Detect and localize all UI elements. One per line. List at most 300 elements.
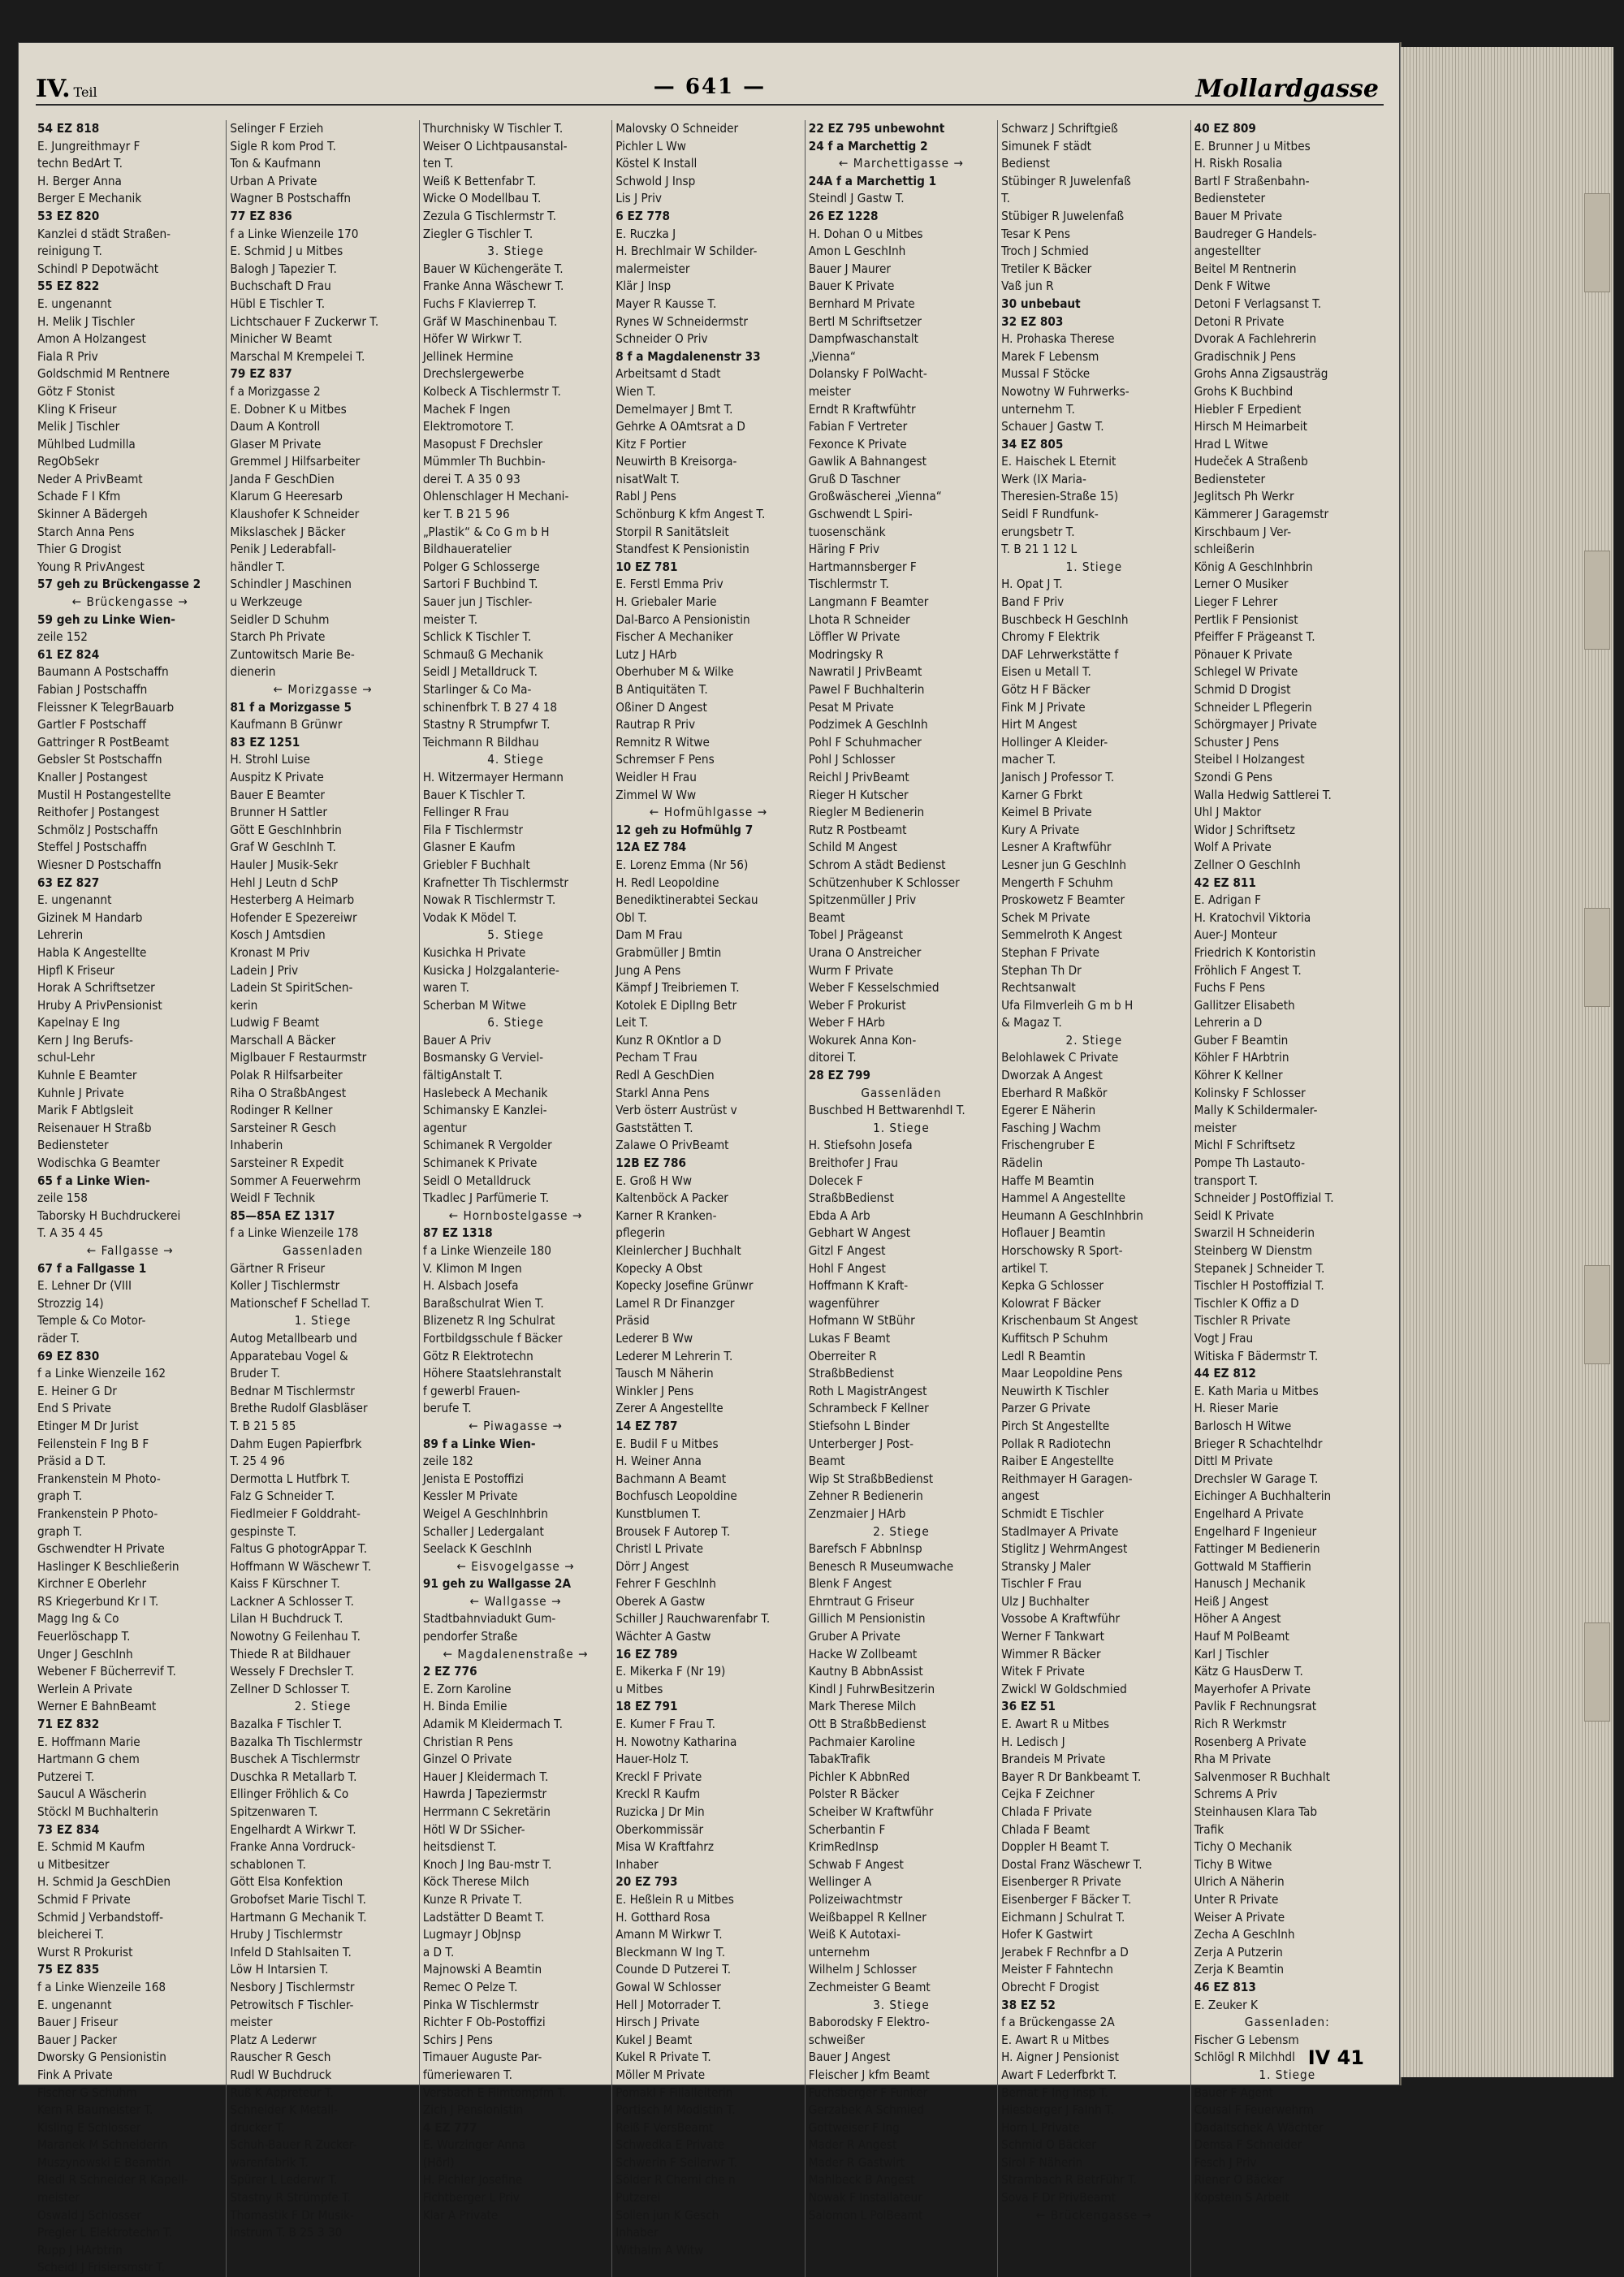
directory-entry: Hauler J Musik-Sekr <box>230 857 339 872</box>
directory-entry: Stiefsohn L Binder <box>808 1418 910 1433</box>
directory-entry: Marschal M Krempelei T. <box>230 348 365 364</box>
directory-entry: Schmid J Verbandstoff- <box>37 1909 164 1925</box>
directory-entry: Bauer K Private <box>808 279 895 294</box>
directory-entry: 22 EZ 795 unbewohnt <box>808 121 945 136</box>
directory-entry: Adamik M Kleidermach T. <box>422 1717 563 1732</box>
directory-entry: Spitzenwaren T. <box>230 1804 318 1819</box>
directory-entry: Seidl F Rundfunk- <box>1001 507 1099 522</box>
directory-entry: 73 EZ 834 <box>37 1821 100 1837</box>
directory-entry: Glasner E Kaufm <box>422 840 516 855</box>
directory-entry: Bartl F Straßenbahn- <box>1194 173 1310 188</box>
directory-entry: Grohs Anna Zigsausträg <box>1194 366 1328 382</box>
directory-entry: E. Heiner G Dr <box>37 1383 117 1398</box>
directory-entry: Ladein St SpiritSchen- <box>230 980 353 996</box>
directory-entry: Langmann F Beamter <box>808 594 929 610</box>
directory-entry: derei T. A 35 0 93 <box>422 471 520 486</box>
directory-entry: ← Hofmühlgasse → <box>649 805 768 820</box>
directory-entry: Dolecek F <box>808 1173 863 1188</box>
directory-entry: Schuster J Pens <box>1194 734 1280 750</box>
directory-entry: Ehrntraut G Friseur <box>808 1593 914 1609</box>
directory-entry: Modringsky R <box>808 646 883 662</box>
directory-entry: instrum T. B 25 3 30 <box>230 2225 343 2240</box>
directory-entry: Tesar K Pens <box>1001 226 1070 241</box>
directory-entry: Minicher W Beamt <box>230 331 332 347</box>
directory-entry: Habla K Angestellte <box>37 944 147 960</box>
directory-entry: Mationschef F Schellad T. <box>230 1295 370 1311</box>
directory-entry: Jeglitsch Ph Werkr <box>1194 489 1294 504</box>
directory-entry: Witiska F Bädermstr T. <box>1194 1348 1319 1363</box>
directory-entry: Kukel R Private T. <box>615 2050 711 2065</box>
directory-entry: Kusichka H Private <box>422 944 526 960</box>
directory-entry: Gremmel J Hilfsarbeiter <box>230 454 361 469</box>
directory-entry: H. Dohan O u Mitbes <box>808 226 923 241</box>
directory-entry: Bauer M Private <box>1194 208 1283 223</box>
directory-entry: Köhrer K Kellner <box>1194 1068 1283 1083</box>
directory-entry: ditorei T. <box>808 1050 857 1065</box>
directory-entry: warenfabrik T. <box>230 2154 309 2170</box>
directory-entry: Proskowetz F Beamter <box>1001 892 1125 908</box>
directory-entry: 2 EZ 776 <box>422 1664 477 1679</box>
directory-entry: Fasching J Wachm <box>1001 1120 1101 1135</box>
directory-entry: heitsdienst T. <box>422 1839 497 1855</box>
directory-entry: Mengerth F Schuhm <box>1001 875 1113 890</box>
directory-entry: 59 geh zu Linke Wien- <box>37 611 175 627</box>
directory-entry: H. Pichler Josefine <box>422 2172 523 2188</box>
directory-entry: Ginzel O Private <box>422 1752 512 1767</box>
directory-entry: Thier G Drogist <box>37 542 122 557</box>
directory-entry: meister <box>1194 1120 1237 1135</box>
directory-entry: f a Linke Wienzeile 162 <box>37 1366 166 1381</box>
directory-entry: waren T. <box>422 980 469 996</box>
directory-entry: Bedienst <box>1001 156 1050 171</box>
directory-entry: Pachmaier Karoline <box>808 1734 916 1749</box>
directory-entry: „Vienna“ <box>808 348 856 364</box>
column-4 <box>612 120 805 2277</box>
directory-entry: u Werkzeuge <box>230 594 303 610</box>
directory-entry: Zerer A Angestellte <box>615 1401 723 1416</box>
directory-entry: Gizinek M Handarb <box>37 910 143 925</box>
directory-entry: Mustil H Postangestellte <box>37 787 171 802</box>
directory-entry: schul-Lehr <box>37 1050 95 1065</box>
directory-entry: Stadlmayer A Private <box>1001 1523 1119 1539</box>
directory-entry: Doppler H Beamt T. <box>1001 1839 1110 1855</box>
directory-entry: Oberek A Gastw <box>615 1593 706 1609</box>
directory-entry: Urban A Private <box>230 173 317 188</box>
directory-entry: Kätz G HausDerw T. <box>1194 1664 1303 1679</box>
directory-entry: Uhl J Maktor <box>1194 805 1262 820</box>
directory-entry: Rautrap R Priv <box>615 717 696 732</box>
directory-entry: Neuwirth K Tischler <box>1001 1383 1109 1398</box>
directory-entry: angestellter <box>1194 244 1261 259</box>
directory-entry: meister <box>37 2190 80 2206</box>
directory-entry: Heiß J Angest <box>1194 1593 1268 1609</box>
directory-entry: Kolbeck A Tischlermstr T. <box>422 383 561 399</box>
directory-entry: Malovsky O Schneider <box>615 121 739 136</box>
directory-entry: Bauer J Angest <box>808 2050 891 2065</box>
directory-entry: Sarsteiner R Expedit <box>230 1156 344 1171</box>
directory-entry: Widor J Schriftsetz <box>1194 822 1296 837</box>
directory-entry: Hoflauer J Beamtin <box>1001 1225 1106 1241</box>
directory-entry: erungsbetr T. <box>1001 524 1075 539</box>
directory-entry: Grabmüller J Bmtin <box>615 944 722 960</box>
directory-entry: Salomon L PolBeamt <box>808 2207 923 2223</box>
volume-label: IV. Teil <box>36 75 97 103</box>
directory-entry: Gött Elsa Konfektion <box>230 1874 343 1890</box>
directory-entry: Wächter A Gastw <box>615 1629 711 1644</box>
directory-entry: Brethe Rudolf Glasbläser <box>230 1401 368 1416</box>
directory-entry: Jerabek F Rechnfbr a D <box>1001 1944 1129 1959</box>
directory-entry: Amon L GeschInh <box>808 244 906 259</box>
directory-entry: ← Marchettigasse → <box>839 156 964 171</box>
directory-entry: Sarsteiner R Gesch <box>230 1120 336 1135</box>
directory-entry: H. Brechlmair W Schilder- <box>615 244 758 259</box>
directory-entry: kerin <box>230 997 258 1013</box>
directory-entry: Wien T. <box>615 383 656 399</box>
directory-entry: Bachmann A Beamt <box>615 1471 727 1486</box>
directory-entry: E. Kath Maria u Mitbes <box>1194 1383 1319 1398</box>
directory-entry: Faltus G photogrAppar T. <box>230 1541 368 1557</box>
directory-entry: Machek F Ingen <box>422 401 511 417</box>
directory-entry: Weber F HArb <box>808 1015 885 1030</box>
directory-entry: Mader R Gastwirt <box>808 2154 905 2170</box>
directory-entry: E. Brunner J u Mitbes <box>1194 138 1311 153</box>
directory-entry: Roth L MagistrAngest <box>808 1383 927 1398</box>
directory-entry: Möller M Private <box>615 2067 706 2082</box>
directory-entry: Tretiler K Bäcker <box>1001 261 1092 276</box>
directory-entry: Pohl F Schuhmacher <box>808 734 922 750</box>
directory-entry: gespinste T. <box>230 1523 296 1539</box>
directory-entry: Benesch R Museumwache <box>808 1558 954 1574</box>
directory-entry: 20 EZ 793 <box>615 1874 678 1890</box>
thumb-tab <box>1584 193 1610 292</box>
directory-entry: Baudreger G Handels- <box>1194 226 1317 241</box>
directory-entry: E. Jungreithmayr F <box>37 138 140 153</box>
directory-entry: Young R PrivAngest <box>37 559 145 574</box>
directory-entry: ker T. B 21 5 96 <box>422 507 510 522</box>
directory-entry: 83 EZ 1251 <box>230 734 300 750</box>
directory-entry: Hacke W Zollbeamt <box>808 1646 918 1661</box>
directory-entry: Versbach E Filmtompfm T. <box>422 2085 567 2100</box>
directory-entry: 32 EZ 803 <box>1001 313 1064 329</box>
directory-entry: Fiala R Priv <box>37 348 98 364</box>
directory-entry: H. Binda Emilie <box>422 1699 508 1714</box>
directory-entry: Pichler L Ww <box>615 138 686 153</box>
directory-entry: Masopust F Drechsler <box>422 436 543 452</box>
directory-entry: Platz A Lederwr <box>230 2032 317 2047</box>
directory-entry: Klarum G Heeresarb <box>230 489 343 504</box>
directory-entry: Präsid <box>615 1313 650 1329</box>
directory-entry: Lukas F Beamt <box>808 1330 891 1346</box>
directory-entry: Maranek M Schneiderin <box>37 2137 168 2153</box>
directory-entry: Mader R Angest <box>808 2137 897 2153</box>
column-5 <box>806 120 998 2277</box>
directory-entry: Gött E GeschInhbrin <box>230 822 342 837</box>
directory-entry: Gassenladen: <box>1244 2015 1330 2030</box>
directory-entry: Lieger F Lehrer <box>1194 594 1278 610</box>
directory-entry: Fink M J Private <box>1001 699 1086 715</box>
directory-entry: Hartmann G chem <box>37 1752 140 1767</box>
directory-entry: fältigAnstalt T. <box>422 1068 503 1083</box>
directory-entry: Schwedka E Private <box>615 2137 725 2153</box>
directory-entry: Höher A Angest <box>1194 1611 1281 1627</box>
directory-entry: 4. Stiege <box>487 752 544 767</box>
directory-entry: Polster R Bäcker <box>808 1787 899 1802</box>
directory-entry: Tichy B Witwe <box>1194 1856 1272 1872</box>
directory-entry: Schirs J Pens <box>422 2032 493 2047</box>
directory-entry: Herrmann C Sekretärin <box>422 1804 551 1819</box>
directory-entry: H. Stiefsohn Josefa <box>808 1138 913 1153</box>
directory-entry: Karl J Tischler <box>1194 1646 1269 1661</box>
directory-entry: Taborsky H Buchdruckerei <box>37 1208 181 1223</box>
directory-entry: Bochfusch Leopoldine <box>615 1488 737 1504</box>
directory-entry: Saucul A Wäscherin <box>37 1787 147 1802</box>
directory-entry: Weiß K Bettenfabr T. <box>422 173 537 188</box>
directory-entry: Haffe M Beamtin <box>1001 1173 1095 1188</box>
directory-entry: Köhler F HArbtrin <box>1194 1050 1289 1065</box>
directory-entry: Baumann A Postschaffn <box>37 664 169 680</box>
directory-entry: Schek M Private <box>1001 910 1091 925</box>
directory-entry: H. Melik J Tischler <box>37 313 135 329</box>
directory-entry: Chromy F Elektrik <box>1001 629 1100 645</box>
thumb-tab <box>1584 908 1610 1007</box>
directory-entry: Hiebler F Erpedient <box>1194 401 1302 417</box>
directory-entry: 14 EZ 787 <box>615 1418 678 1433</box>
directory-entry: Eisen u Metall T. <box>1001 664 1091 680</box>
directory-entry: Ulrich A Näherin <box>1194 1874 1285 1890</box>
directory-entry: Rodinger R Kellner <box>230 1103 333 1118</box>
directory-entry: Demsa F Schneider <box>1194 2137 1302 2153</box>
directory-entry: Inhaberin <box>230 1138 283 1153</box>
directory-entry: Kindl J FuhrwBesitzerin <box>808 1681 935 1696</box>
directory-entry: Barefsch F AbbnInsp <box>808 1541 922 1557</box>
directory-entry: Hanusch J Mechanik <box>1194 1576 1306 1592</box>
directory-entry: Nowak F Installateur <box>808 2190 922 2206</box>
directory-entry: 53 EZ 820 <box>37 208 100 223</box>
directory-entry: E. Wurzinger Anna <box>422 2137 526 2153</box>
directory-entry: Stransky J Maler <box>1001 1558 1091 1574</box>
directory-entry: Zalawe O PrivBeamt <box>615 1138 729 1153</box>
directory-entry: Riedl R Schneider R Kapell- <box>37 2172 188 2188</box>
directory-entry: tuosenschänk <box>808 524 886 539</box>
directory-entry: malermeister <box>615 261 690 276</box>
directory-entry: Weiß K Autotaxi- <box>808 1927 901 1942</box>
directory-entry: Frischengruber E <box>1001 1138 1095 1153</box>
directory-entry: E. Schmid M Kaufm <box>37 1839 145 1855</box>
directory-entry: Fuchs F Pens <box>1194 980 1265 996</box>
directory-entry: Kämpf J Treibriemen T. <box>615 980 740 996</box>
directory-entry: ← Brückengasse → <box>1035 2207 1152 2223</box>
directory-entry: Strozzig 14) <box>37 1295 104 1311</box>
directory-entry: Kaiss F Kürschner T. <box>230 1576 340 1592</box>
directory-entry: Löw H Intarsien T. <box>230 1962 329 1977</box>
directory-entry: Kopecky A Obst <box>615 1260 702 1276</box>
directory-entry: E. Adrigan F <box>1194 892 1261 908</box>
directory-entry: Unterberger J Post- <box>808 1436 914 1451</box>
directory-entry: Fiedlmeier F Golddraht- <box>230 1506 361 1521</box>
directory-entry: 65 f a Linke Wien- <box>37 1173 150 1188</box>
directory-entry: schweißer <box>808 2032 866 2047</box>
directory-entry: Schützenhuber K Schlosser <box>808 875 960 890</box>
directory-entry: Schmid F Private <box>37 1891 131 1907</box>
directory-entry: Ott B StraßbBedienst <box>808 1717 926 1732</box>
directory-entry: Zenzmaier J HArb <box>808 1506 906 1521</box>
directory-entry: 63 EZ 827 <box>37 875 100 890</box>
directory-entry: 2. Stiege <box>1065 1032 1123 1048</box>
directory-entry: Pawel F Buchhalterin <box>808 682 925 697</box>
directory-entry: & Magaz T. <box>1001 1015 1062 1030</box>
directory-entry: Schmid O Bäcker <box>1001 2137 1096 2153</box>
directory-entry: Weidl F Technik <box>230 1190 315 1206</box>
directory-entry: Bazalka F Tischler T. <box>230 1717 343 1732</box>
directory-entry: Rädelin <box>1001 1156 1043 1171</box>
directory-entry: Kreckl R Kaufm <box>615 1787 701 1802</box>
directory-entry: Gehrke A OAmtsrat a D <box>615 419 745 434</box>
directory-entry: H. Witzermayer Hermann <box>422 769 564 784</box>
directory-entry: Hell J Motorrader T. <box>615 1997 722 2012</box>
directory-entry: Köck Therese Milch <box>422 1874 529 1890</box>
directory-entry: Eichinger A Buchhalterin <box>1194 1488 1332 1504</box>
directory-entry: Kreckl F Private <box>615 1769 702 1784</box>
directory-entry: Wolf A Private <box>1194 840 1272 855</box>
directory-entry: E. Dobner K u Mitbes <box>230 401 347 417</box>
directory-entry: Brousek F Autorep T. <box>615 1523 731 1539</box>
directory-entry: Mussal F Stöcke <box>1001 366 1091 382</box>
directory-entry: Bednar M Tischlermstr <box>230 1383 355 1398</box>
directory-entry: Zecha A GeschInh <box>1194 1927 1295 1942</box>
column-6 <box>998 120 1190 2277</box>
directory-entry: Nowak R Tischlermstr T. <box>422 892 556 908</box>
directory-entry: E. Schmid J u Mitbes <box>230 244 343 259</box>
directory-entry: Fischer G Lebensm <box>1194 2032 1299 2047</box>
directory-entry: Ebda A Arb <box>808 1208 870 1223</box>
directory-entry: techn BedArt T. <box>37 156 123 171</box>
directory-entry: Steindl J Gastw T. <box>808 191 905 206</box>
directory-entry: Blenk F Angest <box>808 1576 892 1592</box>
directory-entry: RegObSekr <box>37 454 99 469</box>
directory-entry: Buschek A Tischlermstr <box>230 1752 361 1767</box>
directory-entry: 77 EZ 836 <box>230 208 292 223</box>
directory-entry: Nowotny G Feilenhau T. <box>230 1629 361 1644</box>
directory-entry: Winkler J Pens <box>615 1383 694 1398</box>
directory-entry: Spürer L Lederwr T. <box>230 2172 338 2188</box>
directory-entry: angest <box>1001 1488 1039 1504</box>
directory-entry: Kuhnle J Private <box>37 1085 124 1100</box>
directory-entry: Dam M Frau <box>615 927 683 943</box>
directory-entry: Höfer W Wirkwr T. <box>422 331 523 347</box>
directory-entry: Stastny R Strümpfe T. <box>230 2190 351 2206</box>
directory-entry: 55 EZ 822 <box>37 279 100 294</box>
directory-entry: 24 f a Marchettig 2 <box>808 138 928 153</box>
directory-entry: Oberkommissär <box>615 1821 704 1837</box>
directory-entry: Schwab F Angest <box>808 1856 904 1872</box>
directory-entry: Werner E BahnBeamt <box>37 1699 157 1714</box>
directory-entry: Gallitzer Elisabeth <box>1194 997 1295 1013</box>
directory-entry: Gräf W Maschinenbau T. <box>422 313 558 329</box>
directory-entry: Gassenladen <box>283 1243 364 1258</box>
directory-entry: Frankenstein M Photo- <box>37 1471 161 1486</box>
directory-entry: meister <box>230 2015 273 2030</box>
directory-entry: Melik J Tischler <box>37 419 120 434</box>
directory-entry: E. Ferstl Emma Priv <box>615 577 723 592</box>
directory-entry: Löffler W Private <box>808 629 901 645</box>
directory-entry: 81 f a Morizgasse 5 <box>230 699 352 715</box>
directory-entry: (Hörl) <box>422 2154 455 2170</box>
directory-entry: Lederer B Ww <box>615 1330 693 1346</box>
directory-entry: Kapelnay E Ing <box>37 1015 120 1030</box>
directory-entry: Hruby J Tischlermstr <box>230 1927 343 1942</box>
directory-entry: Hruby A PrivPensionist <box>37 997 162 1013</box>
directory-entry: Cejka F Zeichner <box>1001 1787 1095 1802</box>
directory-entry: Lesner A Kraftwführ <box>1001 840 1112 855</box>
directory-entry: Schindl P Depotwächt <box>37 261 159 276</box>
directory-entry: H. Strohl Luise <box>230 752 310 767</box>
directory-entry: Pomakl F Filialleiterin <box>615 2085 733 2100</box>
directory-entry: Timauer Auguste Par- <box>422 2050 542 2065</box>
directory-entry: Fichtberger L Priv <box>422 2190 520 2206</box>
directory-entry: Gruß D Taschner <box>808 471 901 486</box>
directory-entry: Gerzabek A Schmied <box>808 2102 924 2118</box>
directory-entry: Counde D Putzerei T. <box>615 1962 732 1977</box>
directory-entry: Ohlenschlager H Mechani- <box>422 489 569 504</box>
directory-entry: Pavlik F Rechnungsrat <box>1194 1699 1317 1714</box>
directory-entry: Leit T. <box>615 1015 649 1030</box>
directory-entry: Pecham T Frau <box>615 1050 698 1065</box>
directory-entry: Christl L Private <box>615 1541 704 1557</box>
directory-entry: T. A 35 4 45 <box>37 1225 104 1241</box>
directory-entry: Nesbory J Tischlermstr <box>230 1979 355 1994</box>
directory-entry: Pohl J Schlosser <box>808 752 896 767</box>
directory-entry: f a Linke Wienzeile 168 <box>37 1979 166 1994</box>
directory-entry: Kirchner E Oberlehr <box>37 1576 147 1592</box>
directory-entry: Polak R Hilfsarbeiter <box>230 1068 343 1083</box>
directory-entry: Verb österr Austrüst v <box>615 1103 737 1118</box>
directory-entry: Ziegler G Tischler T. <box>422 226 533 241</box>
directory-entry: Zimmel W Ww <box>615 787 697 802</box>
directory-entry: Weigel A GeschInhbrin <box>422 1506 548 1521</box>
directory-entry: StraßbBedienst <box>808 1366 894 1381</box>
directory-entry: Dworsky G Pensionistin <box>37 2050 166 2065</box>
directory-entry: Weidler H Frau <box>615 769 697 784</box>
directory-entry: Schwold J Insp <box>615 173 696 188</box>
directory-entry: Bauer J Packer <box>37 2032 117 2047</box>
directory-entry: Seelack K GeschInh <box>422 1541 533 1557</box>
directory-entry: Glaser M Private <box>230 436 322 452</box>
directory-entry: Jellinek Hermine <box>422 348 514 364</box>
directory-entry: Fleissner K TelegrBauarb <box>37 699 175 715</box>
directory-entry: Rieger H Kutscher <box>808 787 909 802</box>
directory-entry: Gschwendter H Private <box>37 1541 165 1557</box>
directory-entry: Mühlbed Ludmilla <box>37 436 136 452</box>
directory-entry: Graf W GeschInh T. <box>230 840 336 855</box>
directory-entry: Scherbantin F <box>808 1821 886 1837</box>
directory-entry: Gaststätten T. <box>615 1120 693 1135</box>
directory-entry: Gschwendt L Spiri- <box>808 507 913 522</box>
directory-entry: Mayerhofer A Private <box>1194 1681 1311 1696</box>
directory-entry: Gattringer R PostBeamt <box>37 734 169 750</box>
directory-entry: 12 geh zu Hofmühlg 7 <box>615 822 754 837</box>
directory-entry: Mümmler Th Buchbin- <box>422 454 546 469</box>
directory-entry: Wiesner D Postschaffn <box>37 857 162 872</box>
directory-entry: Neder A PrivBeamt <box>37 471 143 486</box>
directory-entry: Gawlik A Bahnangest <box>808 454 927 469</box>
directory-entry: Scheidl J Frisiersmstr T. <box>37 2260 166 2275</box>
directory-entry: f a Linke Wienzeile 180 <box>422 1243 551 1258</box>
directory-entry: 30 unbebaut <box>1001 296 1081 311</box>
directory-entry: Meister F Fahntechn <box>1001 1962 1113 1977</box>
directory-entry: Schrom A städt Bedienst <box>808 857 946 872</box>
directory-entry: H. Griebaler Marie <box>615 594 717 610</box>
directory-entry: Redl A GeschDien <box>615 1068 715 1083</box>
